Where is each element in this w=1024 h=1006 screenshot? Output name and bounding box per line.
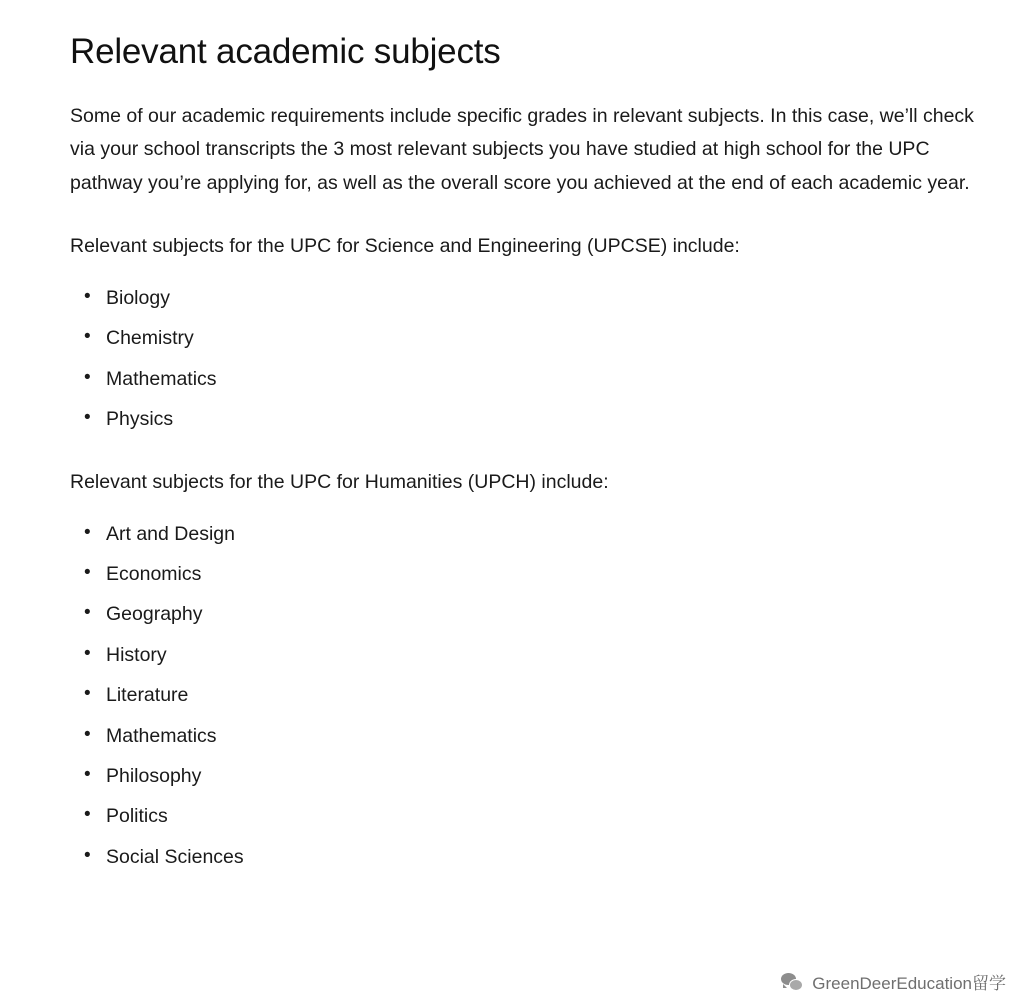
list-item: • Politics (106, 804, 988, 829)
watermark-label: GreenDeerEducation留学 (812, 974, 1006, 993)
list-item: • Mathematics (106, 367, 988, 392)
subject-list-upcse (70, 286, 988, 432)
wechat-icon (781, 973, 803, 991)
list-item: • Physics (106, 407, 988, 432)
list-item: • Biology (106, 286, 988, 311)
intro-paragraph: Some of our academic requirements include specific grades in relevant subjects. In this case, we’ll check via your school transcripts the 3 most relevant subjects you have studied at high school for the UPC pathway you’re applying for, as well as the overall score you achieved at the end of each academic year. (70, 104, 974, 194)
section-lead-in-upch: Relevant subjects for the UPC for Humanities (UPCH) include: (70, 471, 609, 494)
list-item: • Geography (106, 602, 988, 627)
list-item: • Chemistry (106, 326, 988, 351)
list-item: • History (106, 643, 988, 668)
section-lead-in-upcse: Relevant subjects for the UPC for Science and Engineering (UPCSE) include: (70, 235, 740, 258)
list-item: • Philosophy (106, 764, 988, 789)
list-item: • Economics (106, 562, 988, 587)
list-item: • Art and Design (106, 522, 988, 547)
list-item: • Literature (106, 683, 988, 708)
list-item: • Social Sciences (106, 845, 988, 870)
page-title: Relevant academic subjects (70, 32, 501, 71)
subject-list-upch (70, 522, 988, 870)
list-item: • Mathematics (106, 724, 988, 749)
watermark (781, 969, 1006, 994)
